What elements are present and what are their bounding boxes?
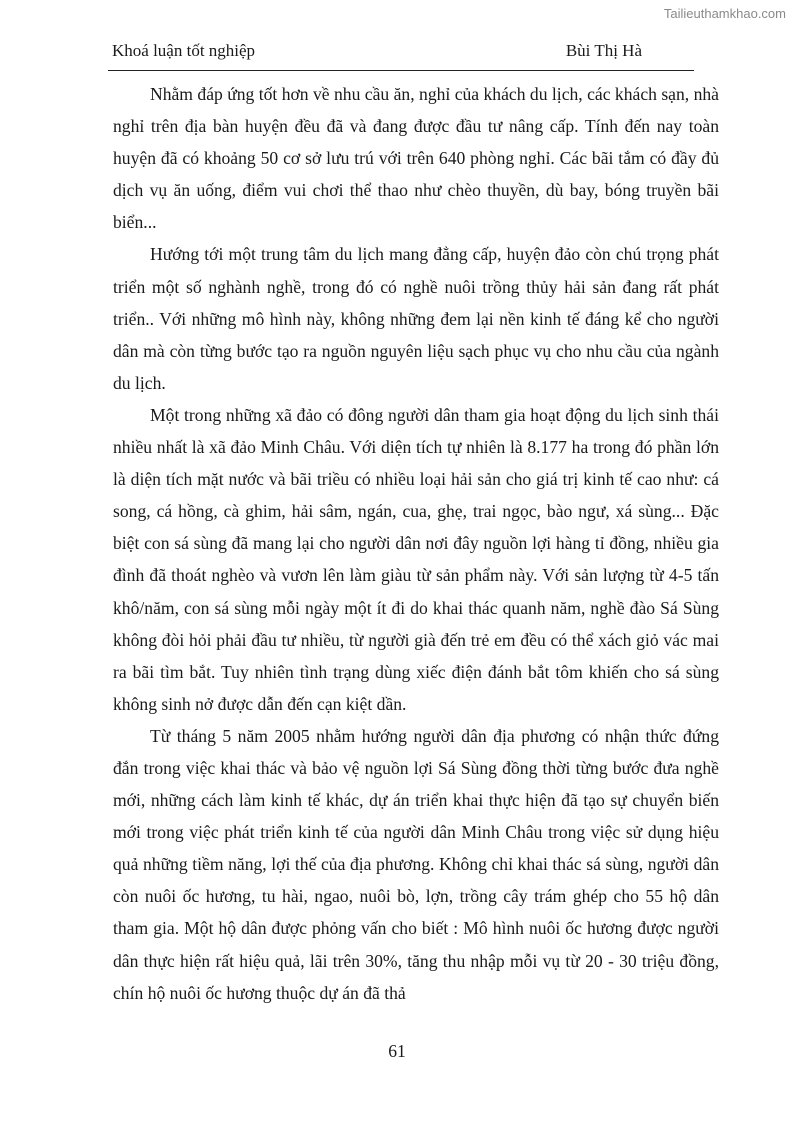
paragraph-3: Một trong những xã đảo có đông người dân tham gia hoạt động du lịch sinh thái nhiều nhất là xã đảo Minh Châu. Với diện tích tự nhiên là 8.177 ha trong đó phần lớn là diện tích mặt nước và bãi triều có nhiều loại hải sản cho giá trị kinh tế cao như: cá song, cá hồng, cà ghim, hải sâm, ngán, cua, ghẹ, trai ngọc, bào ngư, xá sùng... Đặc biệt con sá sùng đã mang lại cho người dân nơi đây nguồn lợi hàng tỉ đồng, nhiều gia đình đã thoát nghèo và vươn lên làm giàu từ sản phẩm này. Với sản lượng từ 4-5 tấn khô/năm, con sá sùng mỗi ngày một ít đi do khai thác quanh năm, nghề đào Sá Sùng không đòi hỏi phải đầu tư nhiều, từ người già đến trẻ em đều có thể xách giỏ vác mai ra bãi tìm bắt. Tuy nhiên tình trạng dùng xiếc điện đánh bắt tôm khiến cho sá sùng không sinh nở được dẫn đến cạn kiệt dần.	[113, 404, 719, 714]
body-text	[113, 78, 719, 1009]
paragraph-2: Hướng tới một trung tâm du lịch mang đẳng cấp, huyện đảo còn chú trọng phát triển một số nghành nghề, trong đó có nghề nuôi trồng thủy hải sản đang rất phát triển.. Với những mô hình này, không những đem lại nền kinh tế đáng kể cho người dân mà còn từng bước tạo ra nguồn nguyên liệu sạch phục vụ cho nhu cầu của ngành du lịch.	[113, 244, 719, 393]
paragraph-1: Nhằm đáp ứng tốt hơn về nhu cầu ăn, nghỉ của khách du lịch, các khách sạn, nhà nghỉ trên địa bàn huyện đều đã và đang được đầu tư nâng cấp. Tính đến nay toàn huyện đã có khoảng 50 cơ sở lưu trú với trên 640 phòng nghỉ. Các bãi tắm có đầy đủ dịch vụ ăn uống, điểm vui chơi thể thao như chèo thuyền, dù bay, bóng truyền bãi biển...	[113, 84, 719, 233]
page-number: 61	[388, 1041, 406, 1061]
watermark: Tailieuthamkhao.com	[663, 6, 786, 21]
header-divider	[108, 70, 694, 71]
page-header	[108, 41, 694, 65]
header-author: Bùi Thị Hà	[565, 41, 642, 60]
paragraph-4: Từ tháng 5 năm 2005 nhằm hướng người dân địa phương có nhận thức đứng đắn trong việc khai thác và bảo vệ nguồn lợi Sá Sùng đồng thời từng bước đưa nghề mới, những cách làm kinh tế khác, dự án triển khai thực hiện đã tạo sự chuyển biến mới trong việc phát triển kinh tế của người dân Minh Châu trong việc sử dụng hiệu quả những tiềm năng, lợi thế của địa phương. Không chỉ khai thác sá sùng, người dân còn nuôi ốc hương, tu hài, ngao, nuôi bò, lợn, trồng cây trám ghép cho 55 hộ dân tham gia. Một hộ dân được phỏng vấn cho biết : Mô hình nuôi ốc hương được người dân thực hiện rất hiệu quả, lãi trên 30%, tăng thu nhập mỗi vụ từ 20 - 30 triệu đồng, chín hộ nuôi ốc hương thuộc dự án đã thả	[113, 725, 719, 1003]
header-title: Khoá luận tốt nghiệp	[112, 41, 256, 60]
